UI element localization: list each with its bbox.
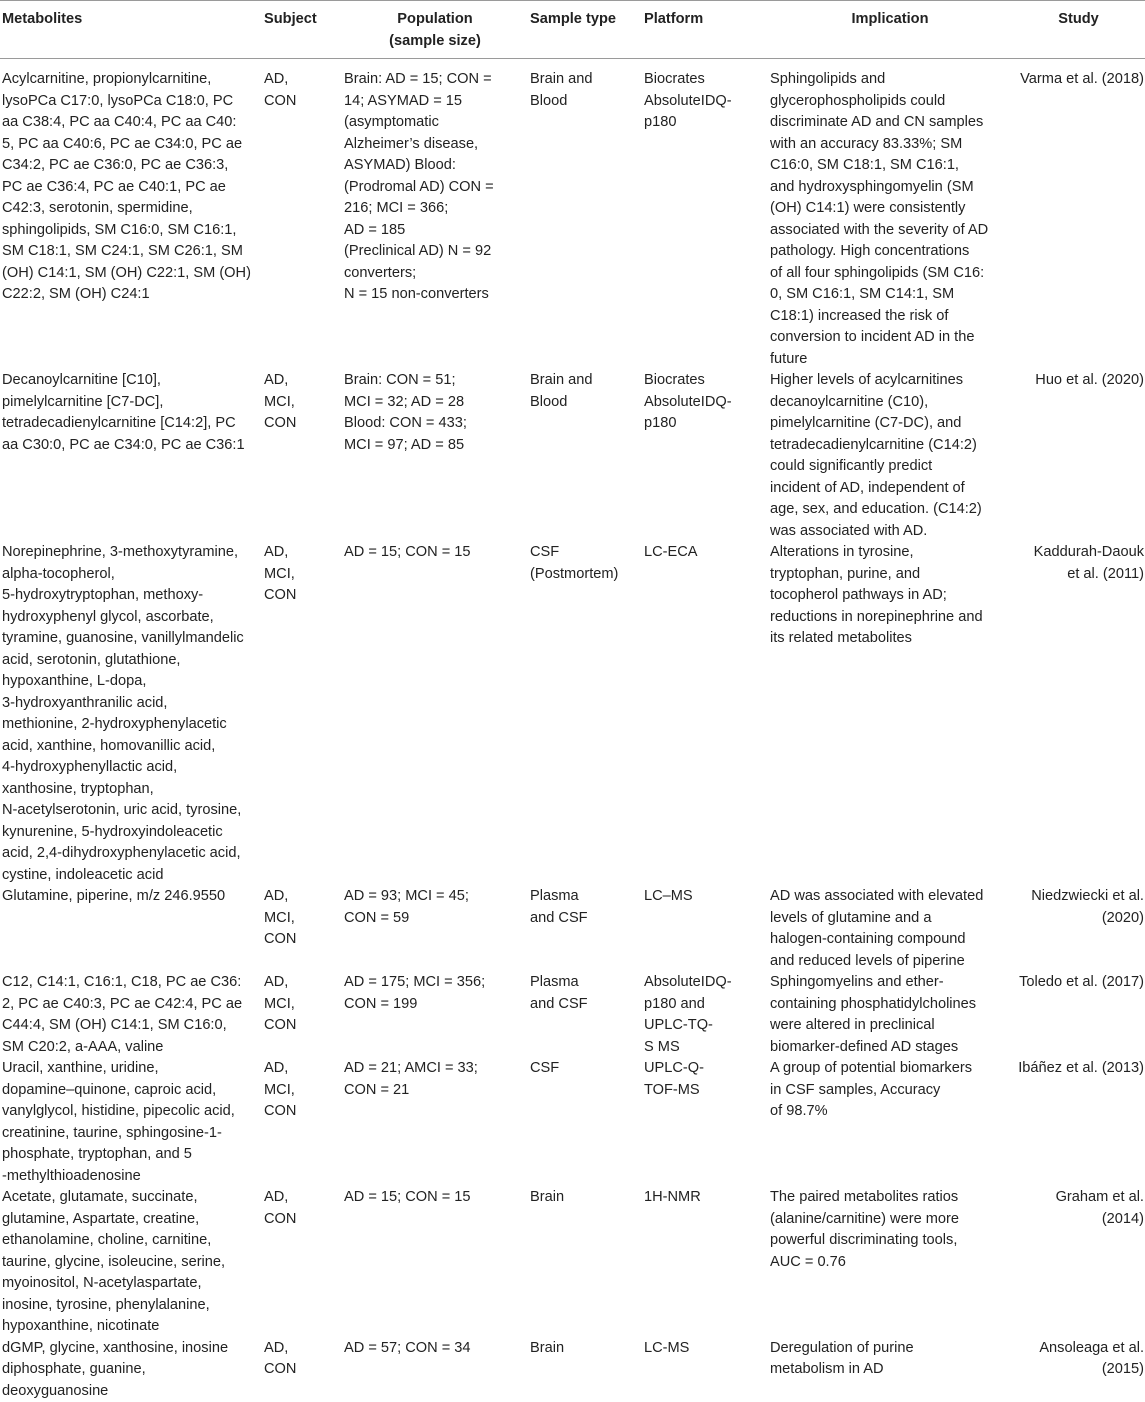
table-row <box>0 59 1145 371</box>
cell-sample-type: Plasma and CSF <box>528 972 642 1058</box>
cell-population: AD = 21; AMCI = 33; CON = 21 <box>342 1058 528 1187</box>
header-population: Population (sample size) <box>342 1 528 59</box>
table-row <box>0 1187 1145 1338</box>
table-row <box>0 370 1145 542</box>
cell-metabolites: Decanoylcarnitine [C10], pimelylcarnitine [C7-DC], tetradecadienylcarnitine [C14:2], PC aa C30:0, PC ae C34:0, PC ae C36:1 <box>0 370 262 542</box>
cell-study: Ansoleaga et al. (2015) <box>1012 1338 1145 1402</box>
cell-subject: AD, MCI, CON <box>262 886 342 972</box>
header-subject: Subject <box>262 1 342 59</box>
cell-study: Kaddurah-Daouk et al. (2011) <box>1012 542 1145 886</box>
cell-implication: A group of potential biomarkers in CSF samples, Accuracy of 98.7% <box>768 1058 1012 1187</box>
cell-sample-type: Plasma and CSF <box>528 886 642 972</box>
cell-sample-type: Brain <box>528 1338 642 1402</box>
header-platform: Platform <box>642 1 768 59</box>
cell-platform: Biocrates AbsoluteIDQ- p180 <box>642 370 768 542</box>
cell-study: Toledo et al. (2017) <box>1012 972 1145 1058</box>
table-row <box>0 886 1145 972</box>
cell-subject: AD, MCI, CON <box>262 542 342 886</box>
cell-population: AD = 57; CON = 34 <box>342 1338 528 1402</box>
cell-population: AD = 15; CON = 15 <box>342 542 528 886</box>
table-row <box>0 1338 1145 1402</box>
cell-sample-type: CSF <box>528 1058 642 1187</box>
header-implication: Implication <box>768 1 1012 59</box>
cell-sample-type: Brain and Blood <box>528 59 642 371</box>
cell-population: Brain: AD = 15; CON = 14; ASYMAD = 15 (asymptomatic Alzheimer’s disease, ASYMAD) Blood: (Prodromal AD) CON = 216; MCI = 366; AD = 185 (Preclinical AD) N = 92 converters; N = 15 non-converters <box>342 59 528 371</box>
cell-sample-type: CSF (Postmortem) <box>528 542 642 886</box>
cell-sample-type: Brain and Blood <box>528 370 642 542</box>
cell-study: Graham et al. (2014) <box>1012 1187 1145 1338</box>
cell-sample-type: Brain <box>528 1187 642 1338</box>
cell-metabolites: dGMP, glycine, xanthosine, inosine diphosphate, guanine, deoxyguanosine <box>0 1338 262 1402</box>
cell-implication: Higher levels of acylcarnitines decanoylcarnitine (C10), pimelylcarnitine (C7-DC), and tetradecadienylcarnitine (C14:2) could significantly predict incident of AD, independent of age, sex, and education. (C14:2) was associated with AD. <box>768 370 1012 542</box>
cell-study: Huo et al. (2020) <box>1012 370 1145 542</box>
cell-subject: AD, MCI, CON <box>262 972 342 1058</box>
cell-subject: AD, CON <box>262 59 342 371</box>
cell-metabolites: Acylcarnitine, propionylcarnitine, lysoPCa C17:0, lysoPCa C18:0, PC aa C38:4, PC aa C40:4, PC aa C40: 5, PC aa C40:6, PC ae C34:0, PC ae C34:2, PC ae C36:0, PC ae C36:3, PC ae C36:4, PC ae C40:1, PC ae C42:3, serotonin, spermidine, sphingolipids, SM C16:0, SM C16:1, SM C18:1, SM C24:1, SM C26:1, SM (OH) C14:1, SM (OH) C22:1, SM (OH) C22:2, SM (OH) C24:1 <box>0 59 262 371</box>
cell-subject: AD, MCI, CON <box>262 1058 342 1187</box>
cell-subject: AD, MCI, CON <box>262 370 342 542</box>
cell-platform: LC–MS <box>642 886 768 972</box>
cell-population: Brain: CON = 51; MCI = 32; AD = 28 Blood: CON = 433; MCI = 97; AD = 85 <box>342 370 528 542</box>
header-row <box>0 1 1145 59</box>
cell-study: Varma et al. (2018) <box>1012 59 1145 371</box>
cell-metabolites: C12, C14:1, C16:1, C18, PC ae C36: 2, PC ae C40:3, PC ae C42:4, PC ae C44:4, SM (OH) C14:1, SM C16:0, SM C20:2, a-AAA, valine <box>0 972 262 1058</box>
cell-platform: UPLC-Q- TOF-MS <box>642 1058 768 1187</box>
cell-platform: AbsoluteIDQ- p180 and UPLC-TQ- S MS <box>642 972 768 1058</box>
cell-implication: Sphingomyelins and ether- containing phosphatidylcholines were altered in preclinical biomarker-defined AD stages <box>768 972 1012 1058</box>
header-metabolites: Metabolites <box>0 1 262 59</box>
table-row <box>0 972 1145 1058</box>
cell-implication: Alterations in tyrosine, tryptophan, purine, and tocopherol pathways in AD; reductions in norepinephrine and its related metabolites <box>768 542 1012 886</box>
table-row <box>0 542 1145 886</box>
table-row <box>0 1058 1145 1187</box>
cell-platform: LC-MS <box>642 1338 768 1402</box>
cell-metabolites: Glutamine, piperine, m/z 246.9550 <box>0 886 262 972</box>
cell-metabolites: Acetate, glutamate, succinate, glutamine, Aspartate, creatine, ethanolamine, choline, carnitine, taurine, glycine, isoleucine, serine, myoinositol, N-acetylaspartate, inosine, tyrosine, phenylalanine, hypoxanthine, nicotinate <box>0 1187 262 1338</box>
cell-implication: Sphingolipids and glycerophospholipids could discriminate AD and CN samples with an accuracy 83.33%; SM C16:0, SM C18:1, SM C16:1, and hydroxysphingomyelin (SM (OH) C14:1) were consistently associated with the severity of AD pathology. High concentrations of all four sphingolipids (SM C16: 0, SM C16:1, SM C14:1, SM C18:1) increased the risk of conversion to incident AD in the future <box>768 59 1012 371</box>
cell-implication: Deregulation of purine metabolism in AD <box>768 1338 1012 1402</box>
cell-metabolites: Norepinephrine, 3-methoxytyramine, alpha-tocopherol, 5-hydroxytryptophan, methoxy- hydroxyphenyl glycol, ascorbate, tyramine, guanosine, vanillylmandelic acid, serotonin, glutathione, hypoxanthine, L-dopa, 3-hydroxyanthranilic acid, methionine, 2-hydroxyphenylacetic acid, xanthine, homovanillic acid, 4-hydroxyphenyllactic acid, xanthosine, tryptophan, N-acetylserotonin, uric acid, tyrosine, kynurenine, 5-hydroxyindoleacetic acid, 2,4-dihydroxyphenylacetic acid, cystine, indoleacetic acid <box>0 542 262 886</box>
header-study: Study <box>1012 1 1145 59</box>
cell-population: AD = 93; MCI = 45; CON = 59 <box>342 886 528 972</box>
cell-platform: LC-ECA <box>642 542 768 886</box>
cell-subject: AD, CON <box>262 1338 342 1402</box>
cell-implication: The paired metabolites ratios (alanine/carnitine) were more powerful discriminating tools, AUC = 0.76 <box>768 1187 1012 1338</box>
cell-study: Ibáñez et al. (2013) <box>1012 1058 1145 1187</box>
cell-study: Niedzwiecki et al. (2020) <box>1012 886 1145 972</box>
cell-platform: Biocrates AbsoluteIDQ- p180 <box>642 59 768 371</box>
cell-metabolites: Uracil, xanthine, uridine, dopamine–quinone, caproic acid, vanylglycol, histidine, pipecolic acid, creatinine, taurine, sphingosine-1- phosphate, tryptophan, and 5 -methylthioadenosine <box>0 1058 262 1187</box>
cell-implication: AD was associated with elevated levels of glutamine and a halogen-containing compound and reduced levels of piperine <box>768 886 1012 972</box>
cell-platform: 1H-NMR <box>642 1187 768 1338</box>
header-sample-type: Sample type <box>528 1 642 59</box>
cell-population: AD = 175; MCI = 356; CON = 199 <box>342 972 528 1058</box>
cell-subject: AD, CON <box>262 1187 342 1338</box>
cell-population: AD = 15; CON = 15 <box>342 1187 528 1338</box>
